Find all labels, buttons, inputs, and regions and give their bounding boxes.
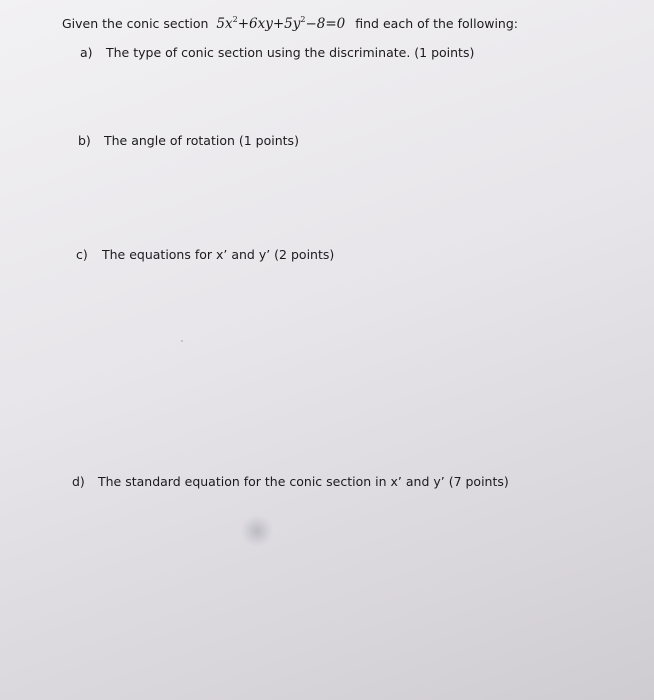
- question-b-letter: b): [78, 133, 91, 148]
- question-d-letter: d): [72, 474, 85, 489]
- question-b-text: The angle of rotation (1 points): [103, 133, 299, 148]
- intro-prefix: Given the conic section: [62, 16, 209, 31]
- intro-line: [62, 15, 518, 32]
- bleed-through-smudge: [241, 516, 273, 546]
- question-c: [76, 247, 334, 262]
- question-c-text: The equations for x’ and y’ (2 points): [101, 247, 335, 262]
- question-a-letter: a): [80, 45, 93, 60]
- question-a-text: The type of conic section using the discriminate. (1 points): [105, 45, 475, 60]
- question-d: [72, 474, 509, 489]
- paper-speck: [181, 340, 183, 342]
- question-a: [80, 45, 474, 60]
- question-d-text: The standard equation for the conic section in x’ and y’ (7 points): [97, 474, 509, 489]
- question-b: [78, 133, 299, 148]
- question-c-letter: c): [76, 247, 88, 262]
- intro-suffix: find each of the following:: [355, 16, 519, 31]
- conic-equation: $5x^2+6xy+5y^2-8=0$: [216, 15, 346, 32]
